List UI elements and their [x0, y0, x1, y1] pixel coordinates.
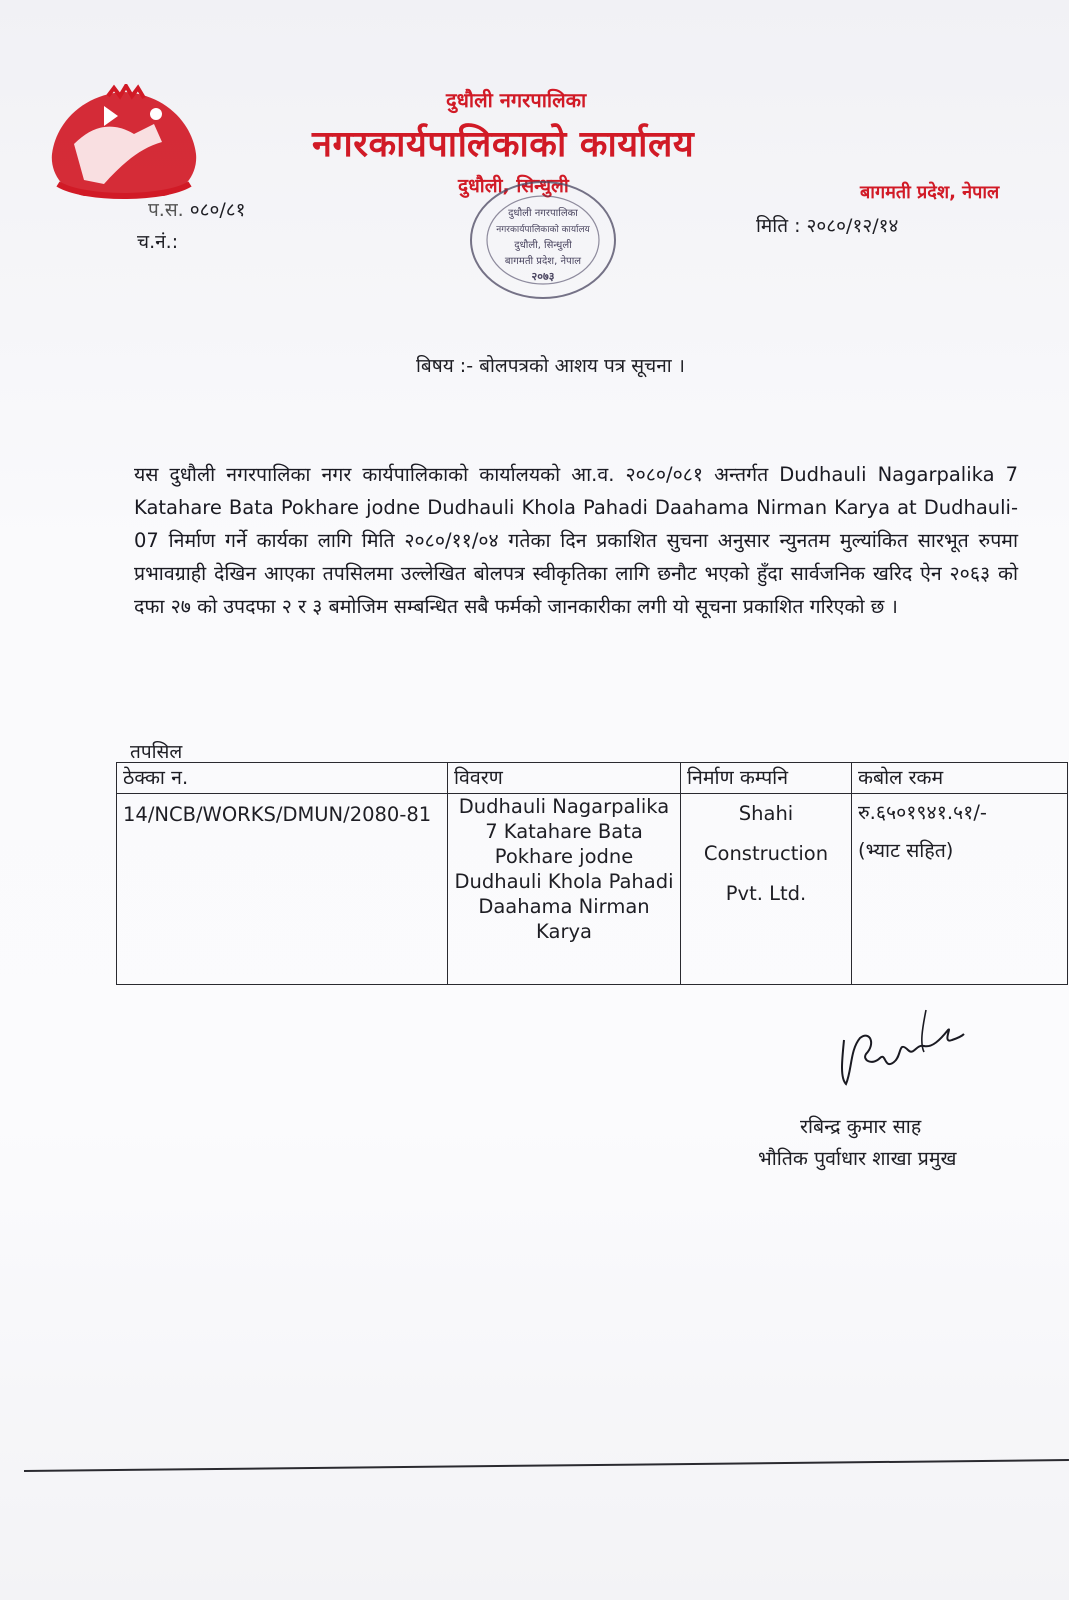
letterhead-municipality: दुधौली नगरपालिका	[446, 88, 587, 112]
reference-number-value: ०८०/८१	[189, 199, 246, 221]
letterhead-province: बागमती प्रदेश, नेपाल	[860, 182, 1000, 203]
table-header-row	[117, 763, 1068, 794]
cell-contract-no: 14/NCB/WORKS/DMUN/2080-81	[117, 794, 448, 985]
header-contract-no: ठेक्का न.	[117, 763, 448, 794]
date-value: २०८०/१२/१४	[806, 215, 899, 237]
handwritten-signature	[836, 1000, 966, 1090]
stamp-line-2: नगरकार्यपालिकाको कार्यालय	[496, 225, 590, 235]
amount-value: रु.६५०१९४१.५१/-	[858, 801, 987, 824]
dispatch-number-label: च.नं.:	[137, 231, 179, 253]
stamp-line-3: दुधौली, सिन्धुली	[514, 240, 572, 251]
table-row	[117, 794, 1068, 985]
stamp-line-1: दुधौली नगरपालिका	[508, 208, 578, 219]
stamp-line-5: २०७३	[531, 270, 555, 283]
cell-amount	[852, 794, 1068, 985]
office-seal-stamp	[466, 176, 620, 304]
letter-subject: बिषय :- बोलपत्रको आशय पत्र सूचना ।	[416, 355, 685, 377]
header-amount: कबोल रकम	[852, 763, 1068, 794]
cell-description: Dudhauli Nagarpalika 7 Katahare Bata Pokhare jodne Dudhauli Khola Pahadi Daahama Nirman Karya	[448, 794, 681, 985]
notice-body: यस दुधौली नगरपालिका नगर कार्यपालिकाको कार्यालयको आ.व. २०८०/०८१ अन्तर्गत Dudhauli Nagarpalika 7 Katahare Bata Pokhare jodne Dudhauli Khola Pahadi Daahama Nirman Karya at Dudhauli-07 निर्माण गर्ने कार्यका लागि मिति २०८०/११/०४ गतेका दिन प्रकाशित सुचना अनुसार न्युनतम मुल्यांकित सारभूत रुपमा प्रभावग्राही देखिन आएका तपसिलमा उल्लेखित बोलपत्र स्वीकृतिका लागि छनौट भएको हुँदा सार्वजनिक खरिद ऐन २०६३ को दफा २७ को उपदफा २ र ३ बमोजिम सम्बन्धित सबै फर्मको जानकारीका लगी यो सूचना प्रकाशित गरिएको छ ।	[134, 463, 1018, 618]
amount-note: (भ्याट सहित)	[858, 839, 954, 862]
reference-number	[148, 196, 246, 222]
signatory-name: रबिन्द्र कुमार साह	[800, 1115, 922, 1138]
signatory-title: भौतिक पुर्वाधार शाखा प्रमुख	[758, 1147, 957, 1170]
reference-number-label: प.स.	[148, 199, 184, 221]
header-firm: निर्माण कम्पनि	[681, 763, 852, 794]
letterhead-district: दुधौली, सिन्धुली	[458, 175, 569, 197]
letterhead-office: नगरकार्यपालिकाको कार्यालय	[312, 124, 695, 165]
date-label: मिति :	[756, 215, 801, 237]
details-table	[116, 762, 1068, 985]
letter-date	[756, 212, 898, 238]
header-description: विवरण	[448, 763, 681, 794]
details-table-title: तपसिल	[130, 741, 183, 763]
nepal-emblem-icon	[44, 84, 204, 202]
stamp-line-4: बागमती प्रदेश, नेपाल	[504, 256, 582, 267]
cell-firm: Shahi Construction Pvt. Ltd.	[681, 794, 852, 985]
